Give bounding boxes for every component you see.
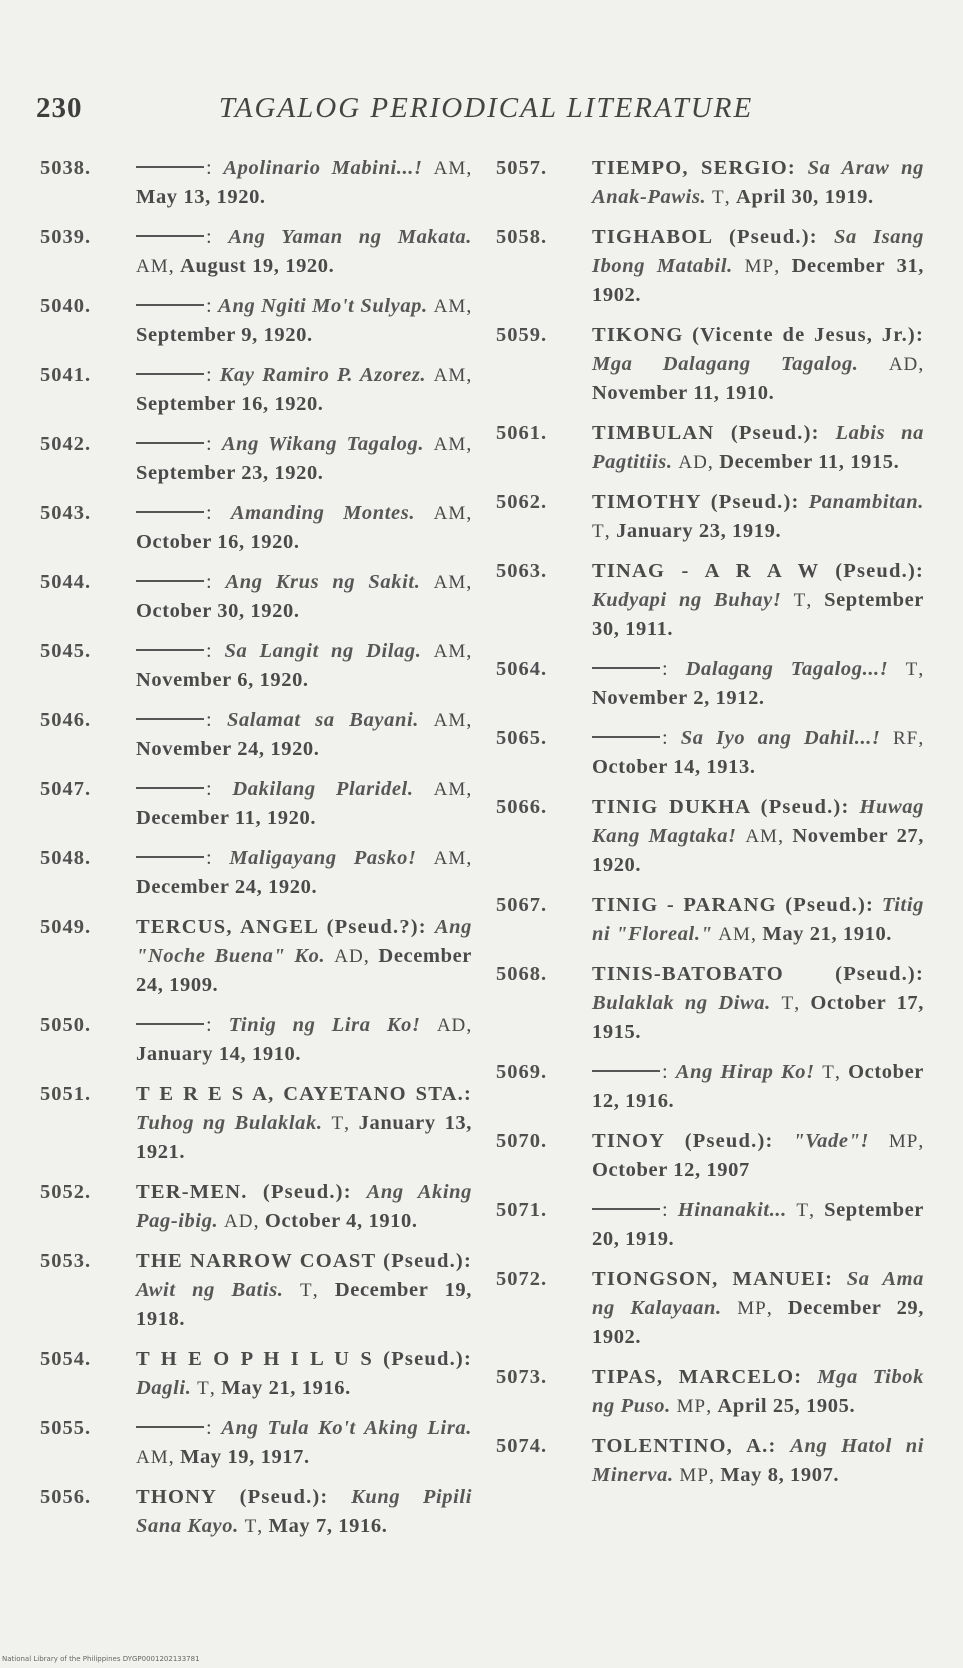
- entry-body: TERCUS, ANGEL (Pseud.?): Ang "Noche Buena" Ko. AD, December 24, 1909.: [136, 916, 472, 996]
- ditto-dash: [136, 511, 204, 513]
- entry-body: T H E O P H I L U S (Pseud.): Dagli. T, May 21, 1916.: [136, 1348, 472, 1399]
- bibliography-entry: [496, 1196, 924, 1254]
- entry-periodical: AM: [433, 641, 467, 662]
- entry-title: Kay Ramiro P. Azorez.: [219, 364, 427, 386]
- entry-author: THONY (Pseud.):: [136, 1486, 329, 1508]
- entry-title: Labis na Pagtitiis.: [592, 422, 924, 473]
- ditto-dash: [136, 442, 204, 444]
- entry-body: THE NARROW COAST (Pseud.): Awit ng Batis. T, December 19, 1918.: [136, 1250, 472, 1330]
- entry-body: : Ang Tula Ko't Aking Lira. AM, May 19, 1917.: [136, 1417, 472, 1468]
- ditto-dash: [136, 235, 204, 237]
- entry-author: TIONGSON, MANUEI:: [592, 1268, 834, 1290]
- entry-periodical: T: [822, 1062, 835, 1083]
- entry-periodical: AM: [433, 779, 467, 800]
- entry-periodical: AD: [224, 1211, 254, 1232]
- entry-number: 5072.: [496, 1268, 548, 1290]
- entry-date: September 30, 1911.: [592, 589, 924, 640]
- entry-author: TOLENTINO, A.:: [592, 1435, 777, 1457]
- entry-title: Huwag Kang Magtaka!: [592, 796, 924, 847]
- entry-periodical: MP: [744, 256, 775, 277]
- ditto-dash: [136, 718, 204, 720]
- entry-number: 5041.: [40, 364, 92, 386]
- entry-title: Kudyapi ng Buhay!: [592, 589, 782, 611]
- entry-title: Maligayang Pasko!: [229, 847, 417, 869]
- entry-periodical: T: [781, 993, 795, 1014]
- entry-title: Dalagang Tagalog...!: [685, 658, 889, 680]
- entry-periodical: MP: [888, 1131, 919, 1152]
- entry-body: TIGHABOL (Pseud.): Sa Isang Ibong Matabil. MP, December 31, 1902.: [592, 226, 925, 306]
- entry-periodical: T: [331, 1113, 345, 1134]
- entry-date: October 16, 1920.: [136, 531, 300, 553]
- entry-periodical: AM: [433, 158, 467, 179]
- entry-periodical: RF: [893, 728, 919, 749]
- entry-title: Sa Isang Ibong Matabil.: [592, 226, 924, 277]
- entry-author: TIKONG (Vicente de Jesus, Jr.):: [592, 324, 924, 346]
- entry-number: 5074.: [496, 1435, 548, 1457]
- entry-date: November 24, 1920.: [136, 738, 320, 760]
- entry-number: 5043.: [40, 502, 92, 524]
- bibliography-entry: [40, 775, 472, 833]
- entry-author: T E R E S A, CAYETANO STA.:: [136, 1083, 472, 1105]
- entry-number: 5061.: [496, 422, 548, 444]
- entry-date: November 2, 1912.: [592, 687, 765, 709]
- entry-title: Salamat sa Bayani.: [226, 709, 420, 731]
- entry-body: : Apolinario Mabini...! AM, May 13, 1920.: [136, 157, 472, 208]
- entry-number: 5057.: [496, 157, 548, 179]
- entry-periodical: T: [905, 659, 919, 680]
- entry-body: TIMOTHY (Pseud.): Panambitan. T, January 23, 1919.: [592, 491, 924, 542]
- entry-date: September 23, 1920.: [136, 462, 324, 484]
- entry-number: 5038.: [40, 157, 92, 179]
- entry-date: December 11, 1920.: [136, 807, 317, 829]
- entry-body: TINIG - PARANG (Pseud.): Titig ni "Floreal." AM, May 21, 1910.: [592, 894, 924, 945]
- entry-body: TIMBULAN (Pseud.): Labis na Pagtitiis. AD, December 11, 1915.: [592, 422, 924, 473]
- entry-body: : Salamat sa Bayani. AM, November 24, 1920.: [136, 709, 473, 760]
- entry-title: Ang Tula Ko't Aking Lira.: [221, 1417, 472, 1439]
- entry-number: 5069.: [496, 1061, 548, 1083]
- bibliography-entry: [40, 913, 472, 1000]
- entry-number: 5050.: [40, 1014, 92, 1036]
- bibliography-entry: [496, 223, 924, 310]
- entry-periodical: T: [197, 1378, 210, 1399]
- entry-number: 5062.: [496, 491, 548, 513]
- entry-title: Titig ni "Floreal.": [592, 894, 924, 945]
- bibliography-entry: [496, 960, 924, 1047]
- entry-author: TIMBULAN (Pseud.):: [592, 422, 820, 444]
- bibliography-entry: [40, 1011, 472, 1069]
- entry-date: November 6, 1920.: [136, 669, 309, 691]
- entry-number: 5047.: [40, 778, 92, 800]
- bibliography-entry: [496, 321, 924, 408]
- bibliography-entry: [496, 419, 924, 477]
- bibliography-entry: [40, 1414, 472, 1472]
- entry-date: April 25, 1905.: [717, 1395, 856, 1417]
- entry-title: Mga Tibok ng Puso.: [592, 1366, 924, 1417]
- entry-body: : Tinig ng Lira Ko! AD, January 14, 1910.: [136, 1014, 472, 1065]
- entry-body: TIEMPO, SERGIO: Sa Araw ng Anak-Pawis. T, April 30, 1919.: [592, 157, 924, 208]
- entry-periodical: AM: [433, 572, 467, 593]
- entry-date: August 19, 1920.: [180, 255, 335, 277]
- ditto-dash: [592, 736, 660, 738]
- ditto-dash: [136, 166, 204, 168]
- entry-body: T E R E S A, CAYETANO STA.: Tuhog ng Bulaklak. T, January 13, 1921.: [136, 1083, 472, 1163]
- bibliography-entry: [40, 223, 472, 281]
- entry-date: December 11, 1915.: [719, 451, 900, 473]
- bibliography-entry: [40, 1345, 472, 1403]
- entry-body: TIPAS, MARCELO: Mga Tibok ng Puso. MP, April 25, 1905.: [592, 1366, 924, 1417]
- entry-number: 5039.: [40, 226, 92, 248]
- entry-number: 5049.: [40, 916, 92, 938]
- bibliography-entry: [496, 1432, 924, 1490]
- entry-title: Ang Wikang Tagalog.: [221, 433, 425, 455]
- entry-date: October 14, 1913.: [592, 756, 756, 778]
- entry-periodical: AM: [433, 365, 467, 386]
- entry-periodical: AD: [888, 354, 919, 375]
- ditto-dash: [136, 856, 204, 858]
- ditto-dash: [592, 1070, 660, 1072]
- entry-title: Sa Ama ng Kalayaan.: [592, 1268, 924, 1319]
- bibliography-entry: [496, 488, 924, 546]
- entry-periodical: AD: [678, 452, 708, 473]
- entry-periodical: AM: [745, 826, 778, 847]
- bibliography-entry: [40, 1080, 472, 1167]
- entry-title: Hinanakit...: [677, 1199, 787, 1221]
- entry-body: : Maligayang Pasko! AM, December 24, 1920.: [136, 847, 472, 898]
- entry-number: 5040.: [40, 295, 92, 317]
- entry-body: : Ang Krus ng Sakit. AM, October 30, 1920.: [136, 571, 472, 622]
- entry-body: TIONGSON, MANUEI: Sa Ama ng Kalayaan. MP, December 29, 1902.: [592, 1268, 924, 1348]
- entry-periodical: T: [793, 590, 807, 611]
- entry-body: : Dakilang Plaridel. AM, December 11, 1920.: [136, 778, 472, 829]
- entry-periodical: MP: [737, 1298, 767, 1319]
- entry-periodical: T: [592, 521, 605, 542]
- footer-note: National Library of the Philippines DYGP0001202133781: [2, 1655, 200, 1663]
- entry-date: January 23, 1919.: [616, 520, 782, 542]
- entry-title: Kung Pipili Sana Kayo.: [136, 1486, 472, 1537]
- entry-periodical: T: [796, 1200, 809, 1221]
- entry-number: 5063.: [496, 560, 548, 582]
- entry-title: Ang Ngiti Mo't Sulyap.: [218, 295, 428, 317]
- entry-date: December 19, 1918.: [136, 1279, 472, 1330]
- ditto-dash: [136, 1023, 204, 1025]
- entry-date: September 16, 1920.: [136, 393, 324, 415]
- ditto-dash: [136, 787, 204, 789]
- entry-periodical: MP: [679, 1465, 709, 1486]
- entry-number: 5070.: [496, 1130, 548, 1152]
- bibliography-entry: [40, 844, 472, 902]
- bibliography-entry: [40, 568, 472, 626]
- entry-body: THONY (Pseud.): Kung Pipili Sana Kayo. T, May 7, 1916.: [136, 1486, 472, 1537]
- bibliography-entry: [496, 891, 924, 949]
- entry-body: : Kay Ramiro P. Azorez. AM, September 16, 1920.: [136, 364, 472, 415]
- entry-date: November 27, 1920.: [592, 825, 924, 876]
- entry-date: May 21, 1910.: [762, 923, 893, 945]
- bibliography-entry: [40, 292, 472, 350]
- entry-title: Tuhog ng Bulaklak.: [136, 1112, 323, 1134]
- entry-author: TINIG - PARANG (Pseud.):: [592, 894, 874, 916]
- entry-title: Mga Dalagang Tagalog.: [592, 353, 859, 375]
- entry-periodical: AM: [433, 503, 467, 524]
- entry-title: Ang Krus ng Sakit.: [225, 571, 421, 593]
- entry-periodical: T: [244, 1516, 258, 1537]
- entry-title: Ang Yaman ng Makata.: [228, 226, 472, 248]
- ditto-dash: [136, 1426, 204, 1428]
- left-column: [40, 154, 472, 1552]
- entry-body: : Sa Langit ng Dilag. AM, November 6, 1920.: [136, 640, 472, 691]
- entry-number: 5042.: [40, 433, 92, 455]
- entry-body: : Ang Wikang Tagalog. AM, September 23, 1920.: [136, 433, 472, 484]
- entry-title: Amanding Montes.: [230, 502, 416, 524]
- entry-body: : Hinanakit... T, September 20, 1919.: [592, 1199, 924, 1250]
- bibliography-entry: [40, 361, 472, 419]
- entry-number: 5068.: [496, 963, 548, 985]
- bibliography-entry: [40, 1483, 472, 1541]
- page-header: [36, 92, 936, 136]
- entry-body: TINAG - A R A W (Pseud.): Kudyapi ng Buhay! T, September 30, 1911.: [592, 560, 924, 640]
- entry-date: May 7, 1916.: [268, 1515, 388, 1537]
- ditto-dash: [136, 580, 204, 582]
- entry-date: October 17, 1915.: [592, 992, 924, 1043]
- entry-body: : Ang Ngiti Mo't Sulyap. AM, September 9, 1920.: [136, 295, 472, 346]
- entry-body: TIKONG (Vicente de Jesus, Jr.): Mga Dalagang Tagalog. AD, November 11, 1910.: [592, 324, 924, 404]
- bibliography-entry: [40, 1247, 472, 1334]
- entry-number: 5065.: [496, 727, 548, 749]
- entry-periodical: AM: [433, 848, 467, 869]
- entry-number: 5071.: [496, 1199, 548, 1221]
- entry-body: : Amanding Montes. AM, October 16, 1920.: [136, 502, 472, 553]
- entry-periodical: AM: [433, 434, 467, 455]
- entry-author: TIPAS, MARCELO:: [592, 1366, 803, 1388]
- entry-periodical: AM: [433, 296, 467, 317]
- entry-number: 5058.: [496, 226, 548, 248]
- bibliography-entry: [496, 1265, 924, 1352]
- running-title: TAGALOG PERIODICAL LITERATURE: [218, 92, 754, 124]
- entry-date: December 24, 1920.: [136, 876, 318, 898]
- entry-body: TER-MEN. (Pseud.): Ang Aking Pag-ibig. AD, October 4, 1910.: [136, 1181, 472, 1232]
- entry-periodical: AM: [136, 1447, 169, 1468]
- entry-number: 5044.: [40, 571, 92, 593]
- entry-date: December 31, 1902.: [592, 255, 925, 306]
- entry-number: 5067.: [496, 894, 548, 916]
- bibliography-entry: [496, 724, 924, 782]
- entry-title: "Vade"!: [793, 1130, 870, 1152]
- entry-body: : Ang Yaman ng Makata. AM, August 19, 1920.: [136, 226, 472, 277]
- bibliography-entry: [40, 430, 472, 488]
- entry-periodical: AD: [334, 946, 364, 967]
- entry-date: December 29, 1902.: [592, 1297, 924, 1348]
- entry-periodical: T: [300, 1280, 313, 1301]
- entry-body: : Sa Iyo ang Dahil...! RF, October 14, 1913.: [592, 727, 924, 778]
- bibliography-entry: [496, 1058, 924, 1116]
- entry-periodical: AM: [433, 710, 467, 731]
- page-number: 230: [36, 92, 83, 124]
- entry-number: 5066.: [496, 796, 548, 818]
- bibliography-entry: [40, 706, 472, 764]
- bibliography-entry: [496, 1127, 924, 1185]
- entry-author: TINOY (Pseud.):: [592, 1130, 774, 1152]
- ditto-dash: [592, 667, 660, 669]
- ditto-dash: [136, 304, 204, 306]
- entry-title: Panambitan.: [808, 491, 924, 513]
- entry-body: TOLENTINO, A.: Ang Hatol ni Minerva. MP, May 8, 1907.: [592, 1435, 924, 1486]
- entry-date: December 24, 1909.: [136, 945, 472, 996]
- entry-author: TINAG - A R A W (Pseud.):: [592, 560, 924, 582]
- entry-date: October 30, 1920.: [136, 600, 300, 622]
- right-column: [496, 154, 924, 1501]
- entry-number: 5055.: [40, 1417, 92, 1439]
- entry-number: 5046.: [40, 709, 92, 731]
- entry-number: 5064.: [496, 658, 548, 680]
- entry-title: Apolinario Mabini...!: [223, 157, 423, 179]
- entry-periodical: AD: [436, 1015, 467, 1036]
- entry-author: THE NARROW COAST (Pseud.):: [136, 1250, 472, 1272]
- entry-number: 5045.: [40, 640, 92, 662]
- entry-title: Awit ng Batis.: [136, 1279, 284, 1301]
- entry-number: 5056.: [40, 1486, 92, 1508]
- entry-author: TERCUS, ANGEL (Pseud.?):: [136, 916, 427, 938]
- entry-date: April 30, 1919.: [736, 186, 874, 208]
- entry-date: May 21, 1916.: [221, 1377, 351, 1399]
- entry-author: TIEMPO, SERGIO:: [592, 157, 796, 179]
- entry-number: 5053.: [40, 1250, 92, 1272]
- entry-date: May 13, 1920.: [136, 186, 266, 208]
- entry-author: TIMOTHY (Pseud.):: [592, 491, 800, 513]
- ditto-dash: [136, 649, 204, 651]
- entry-title: Ang "Noche Buena" Ko.: [136, 916, 472, 967]
- entry-author: TER-MEN. (Pseud.):: [136, 1181, 352, 1203]
- entry-title: Bulaklak ng Diwa.: [592, 992, 771, 1014]
- entry-body: TINOY (Pseud.): "Vade"! MP, October 12, 1907: [592, 1130, 925, 1181]
- bibliography-entry: [496, 1363, 924, 1421]
- entry-date: January 14, 1910.: [136, 1043, 302, 1065]
- entry-date: May 8, 1907.: [720, 1464, 840, 1486]
- entry-author: TINIG DUKHA (Pseud.):: [592, 796, 850, 818]
- entry-date: September 20, 1919.: [592, 1199, 924, 1250]
- entry-body: TINIS-BATOBATO (Pseud.): Bulaklak ng Diwa. T, October 17, 1915.: [592, 963, 924, 1043]
- entry-title: Ang Hirap Ko!: [675, 1061, 815, 1083]
- entry-date: September 9, 1920.: [136, 324, 313, 346]
- entry-date: October 12, 1907: [592, 1159, 750, 1181]
- entry-periodical: AM: [136, 256, 169, 277]
- entry-title: Dagli.: [136, 1377, 192, 1399]
- entry-author: TINIS-BATOBATO (Pseud.):: [592, 963, 924, 985]
- bibliography-entry: [40, 637, 472, 695]
- bibliography-entry: [40, 499, 472, 557]
- entry-periodical: MP: [676, 1396, 707, 1417]
- bibliography-entry: [496, 793, 924, 880]
- entry-body: : Ang Hirap Ko! T, October 12, 1916.: [592, 1061, 924, 1112]
- entry-periodical: AM: [718, 924, 751, 945]
- ditto-dash: [592, 1208, 660, 1210]
- bibliography-entry: [496, 655, 924, 713]
- entry-number: 5051.: [40, 1083, 92, 1105]
- bibliography-entry: [496, 154, 924, 212]
- entry-title: Dakilang Plaridel.: [232, 778, 414, 800]
- entry-periodical: T: [711, 187, 725, 208]
- entry-title: Sa Araw ng Anak-Pawis.: [592, 157, 924, 208]
- entry-number: 5054.: [40, 1348, 92, 1370]
- entry-title: Ang Aking Pag-ibig.: [136, 1181, 472, 1232]
- entry-author: T H E O P H I L U S (Pseud.):: [136, 1348, 472, 1370]
- entry-title: Tinig ng Lira Ko!: [228, 1014, 421, 1036]
- entry-number: 5052.: [40, 1181, 92, 1203]
- entry-date: October 4, 1910.: [264, 1210, 418, 1232]
- bibliography-entry: [496, 557, 924, 644]
- entry-date: October 12, 1916.: [592, 1061, 924, 1112]
- entry-number: 5048.: [40, 847, 92, 869]
- entry-title: Sa Iyo ang Dahil...!: [680, 727, 881, 749]
- entry-number: 5059.: [496, 324, 548, 346]
- entry-date: November 11, 1910.: [592, 382, 775, 404]
- entry-body: : Dalagang Tagalog...! T, November 2, 1912.: [592, 658, 924, 709]
- bibliography-entry: [40, 154, 472, 212]
- entry-date: May 19, 1917.: [180, 1446, 310, 1468]
- entry-title: Sa Langit ng Dilag.: [224, 640, 422, 662]
- entry-title: Ang Hatol ni Minerva.: [592, 1435, 924, 1486]
- entry-body: TINIG DUKHA (Pseud.): Huwag Kang Magtaka! AM, November 27, 1920.: [592, 796, 924, 876]
- bibliography-entry: [40, 1178, 472, 1236]
- entry-date: January 13, 1921.: [136, 1112, 472, 1163]
- ditto-dash: [136, 373, 204, 375]
- entry-author: TIGHABOL (Pseud.):: [592, 226, 818, 248]
- entry-number: 5073.: [496, 1366, 548, 1388]
